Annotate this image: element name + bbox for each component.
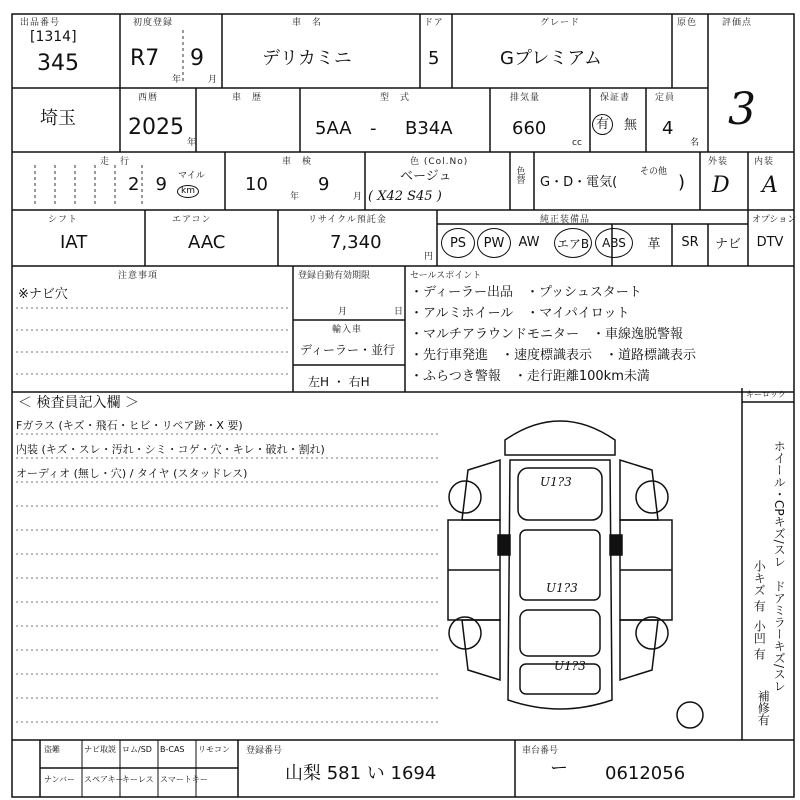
shaken-month: 9 bbox=[318, 174, 330, 195]
equip-abs: ABS bbox=[595, 228, 633, 258]
reg-expiry-month: 月 bbox=[338, 307, 348, 317]
equip-sunroof: SR bbox=[681, 234, 699, 250]
caution-label: 注意事項 bbox=[118, 271, 159, 281]
model-dash: - bbox=[370, 118, 377, 139]
exterior-grade: D bbox=[712, 173, 730, 198]
side-note: 補修有 bbox=[756, 690, 771, 726]
footer-option: スペアキー bbox=[84, 775, 124, 784]
sales-point: ・アルミホイール ・マイパイロット bbox=[410, 306, 630, 321]
shaken-year-unit: 年 bbox=[290, 192, 300, 202]
fuel-close: ) bbox=[678, 172, 686, 193]
shift-label: シフト bbox=[48, 215, 79, 225]
lot-label: 出品番号 bbox=[20, 18, 61, 28]
equip-aw: AW bbox=[518, 234, 540, 250]
origin-label: 原色 bbox=[677, 18, 698, 28]
recycle-unit: 円 bbox=[424, 252, 434, 262]
exterior-label: 外装 bbox=[708, 157, 729, 167]
plate-number: 山梨 581 い 1694 bbox=[285, 763, 437, 784]
recycle-label: リサイクル預託金 bbox=[308, 215, 387, 225]
inspector-title: ＜ 検査員記入欄 ＞ bbox=[18, 395, 139, 411]
model-code-b: B34A bbox=[405, 118, 453, 139]
overall-score: 3 bbox=[728, 84, 756, 135]
interior-label: 内装 bbox=[754, 157, 775, 167]
sales-point: ・マルチアラウンドモニター ・車線逸脱警報 bbox=[410, 327, 684, 342]
equip-leather: 革 bbox=[647, 236, 661, 252]
capacity-label: 定員 bbox=[655, 93, 676, 103]
chassis-label: 車台番号 bbox=[522, 746, 559, 756]
side-note: ホイール・CPキズ/スレ bbox=[772, 440, 787, 568]
warranty-no: 無 bbox=[624, 118, 638, 133]
mileage-label: 走 行 bbox=[100, 157, 131, 167]
cc-label: 排気量 bbox=[510, 93, 541, 103]
damage-mark: U1?3 bbox=[546, 581, 578, 595]
grade-value: Gプレミアム bbox=[500, 48, 602, 69]
first-reg-month: 9 bbox=[190, 46, 204, 71]
shaken-label: 車 検 bbox=[282, 157, 313, 167]
damage-mark: U1?3 bbox=[540, 475, 572, 489]
side-note: 小キズ 有 bbox=[752, 560, 767, 612]
dealer-parallel: ディーラー・並行 bbox=[300, 343, 396, 357]
keylock-label: キーロック bbox=[746, 390, 786, 399]
car-name-label: 車 名 bbox=[292, 18, 323, 28]
footer-option: キーレス bbox=[122, 775, 154, 784]
color-number: ( X42 S45 ) bbox=[368, 189, 442, 204]
warranty-label: 保証書 bbox=[600, 93, 631, 103]
import-label: 輸入車 bbox=[332, 325, 363, 335]
history-label: 車 歴 bbox=[232, 93, 263, 103]
mile-unit: マイル bbox=[178, 171, 205, 181]
steering-side: 左H ・ 右H bbox=[308, 375, 370, 389]
sales-point: ・ディーラー出品 ・プッシュスタート bbox=[410, 285, 642, 300]
interior-note: 内装 (キズ・スレ・汚れ・シミ・コゲ・穴・キレ・破れ・割れ) bbox=[16, 443, 325, 456]
ac-label: エアコン bbox=[172, 215, 212, 225]
grade-label: グレード bbox=[540, 18, 581, 28]
model-code-a: 5AA bbox=[315, 118, 352, 139]
footer-option: ナビ取説 bbox=[84, 745, 116, 754]
km-unit: km bbox=[177, 185, 199, 198]
first-reg-year: R7 bbox=[130, 46, 160, 71]
color-change-label: 色替 bbox=[516, 167, 526, 186]
chassis-prefix: ー bbox=[550, 758, 568, 779]
doors-label: ドア bbox=[424, 18, 444, 28]
year-unit: 年 bbox=[172, 75, 182, 85]
sales-point: ・ふらつき警報 ・走行距離100km未満 bbox=[410, 369, 650, 384]
lot-code: [1314] bbox=[30, 29, 77, 45]
region: 埼玉 bbox=[40, 108, 76, 129]
damage-mark: U1?3 bbox=[554, 659, 586, 673]
footer-option: B-CAS bbox=[160, 745, 185, 754]
footer-option: リモコン bbox=[198, 745, 230, 754]
equip-navi: ナビ bbox=[714, 236, 741, 252]
color-name: ベージュ bbox=[400, 169, 452, 184]
car-name: デリカミニ bbox=[262, 48, 352, 69]
score-label: 評価点 bbox=[722, 18, 753, 28]
plate-label: 登録番号 bbox=[246, 746, 283, 756]
doors-value: 5 bbox=[428, 48, 440, 69]
footer-option: スマートキー bbox=[160, 775, 208, 784]
month-unit: 月 bbox=[208, 75, 218, 85]
audio-tire-note: オーディオ (無し・穴) / タイヤ (スタッドレス) bbox=[16, 467, 248, 480]
lot-number: 345 bbox=[37, 51, 79, 76]
warranty-yes: 有 bbox=[592, 114, 613, 135]
side-note: ドアミラーキズ/スレ bbox=[772, 580, 787, 693]
model-year: 2025 bbox=[128, 115, 184, 140]
equip-pw: PW bbox=[477, 228, 511, 258]
model-label: 型 式 bbox=[380, 93, 411, 103]
model-year-unit: 年 bbox=[187, 138, 197, 148]
sales-points-label: セールスポイント bbox=[410, 271, 482, 281]
equip-dtv: DTV bbox=[756, 234, 784, 250]
footer-option: ナンバー bbox=[44, 775, 76, 784]
reg-expiry-day: 日 bbox=[394, 307, 404, 317]
chassis-number: 0612056 bbox=[605, 763, 686, 784]
fuel-other-label: その他 bbox=[640, 167, 668, 177]
footer-option: 盗難 bbox=[44, 745, 60, 754]
footer-option: ロム/SD bbox=[122, 745, 152, 754]
equip-ps: PS bbox=[441, 228, 475, 258]
capacity-value: 4 bbox=[662, 118, 674, 139]
cc-value: 660 bbox=[512, 118, 547, 139]
side-note: 小凹 有 bbox=[752, 620, 767, 660]
shaken-year: 10 bbox=[245, 174, 268, 195]
first-reg-label: 初度登録 bbox=[133, 18, 174, 28]
caution-text: ※ナビ穴 bbox=[18, 287, 68, 302]
equip-airbag: エアB bbox=[554, 228, 592, 258]
interior-grade: A bbox=[762, 173, 778, 198]
ac-value: AAC bbox=[188, 232, 226, 253]
shift-value: IAT bbox=[60, 232, 88, 253]
color-label: 色 (Col.No) bbox=[410, 157, 469, 167]
option-label: オプション bbox=[752, 215, 797, 225]
cc-unit: cc bbox=[572, 138, 582, 148]
fglass-note: Fガラス (キズ・飛石・ヒビ・リペア跡・X 要) bbox=[16, 419, 243, 432]
mileage-value: 29 bbox=[128, 174, 183, 195]
capacity-unit: 名 bbox=[690, 138, 700, 148]
year-label: 西暦 bbox=[138, 93, 159, 103]
reg-expiry-label: 登録自動有効期限 bbox=[298, 271, 371, 281]
equipment-label: 純正装備品 bbox=[540, 215, 591, 225]
sales-point: ・先行車発進 ・速度標識表示 ・道路標識表示 bbox=[410, 348, 697, 363]
fuel-type: G・D・電気( bbox=[540, 175, 618, 190]
shaken-month-unit: 月 bbox=[353, 192, 363, 202]
recycle-value: 7,340 bbox=[330, 232, 382, 253]
